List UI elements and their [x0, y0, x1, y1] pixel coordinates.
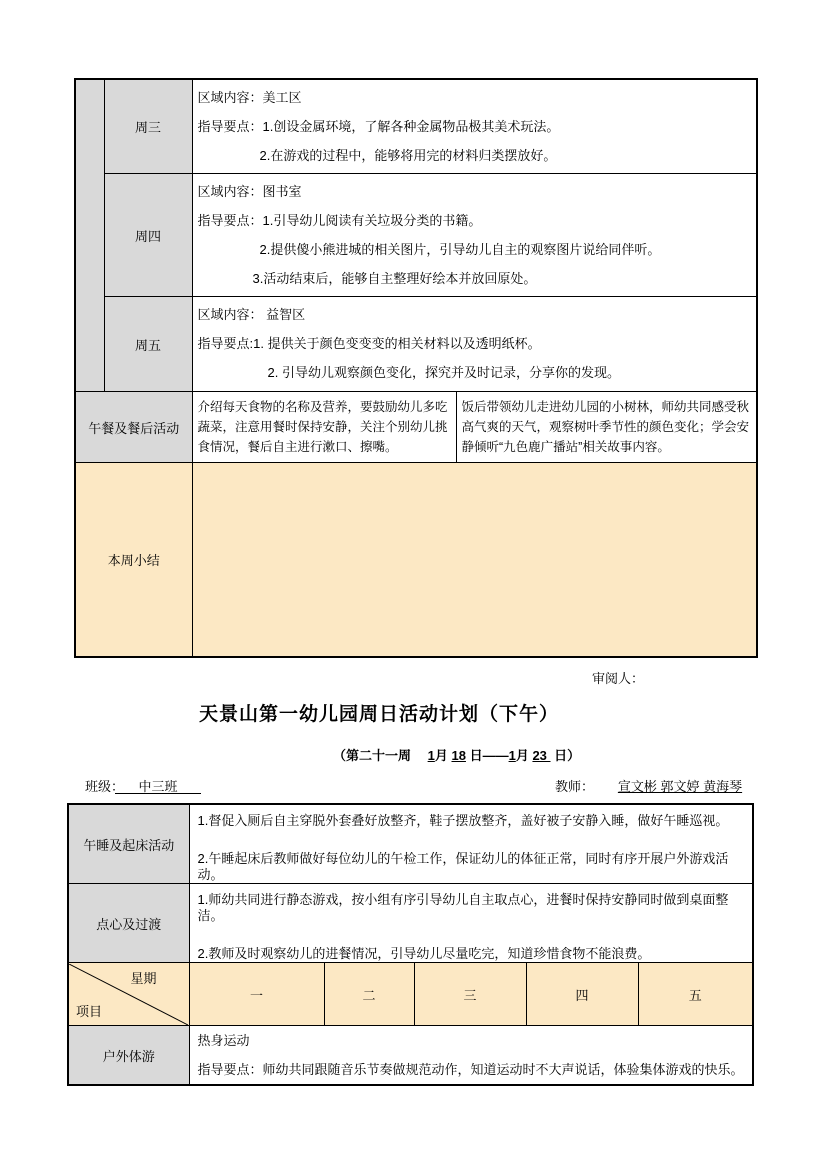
snack-content-cell	[189, 884, 753, 963]
snack-line-2: 2.教师及时观察幼儿的进餐情况，引导幼儿尽量吃完，知道珍惜食物不能浪费。	[197, 946, 651, 961]
afternoon-plan-table	[67, 803, 754, 1086]
outdoor-line-2: 指导要点：师幼共同跟随音乐节奏做规范动作，知道运动时不大声说话，体验集体游戏的快乐。	[197, 1062, 744, 1077]
day-label-wednesday: 周三	[104, 79, 192, 174]
weekly-summary-content-cell	[192, 463, 757, 657]
guidance-point-line: 3.活动结束后，能够自主整理好绘本并放回原处。	[252, 271, 537, 286]
guidance-point-line: 2. 引导幼儿观察颜色变化，探究并及时记录，分享你的发现。	[267, 365, 620, 380]
weekday-header-fri: 五	[638, 963, 753, 1026]
teacher-names: 宣文彬 郭文婷 黄海琴	[617, 779, 743, 794]
day-label-friday: 周五	[104, 297, 192, 392]
corner-label-item: 项目	[76, 1003, 103, 1019]
table-row-weekday-header	[68, 963, 753, 1026]
table-row-thursday	[75, 174, 757, 297]
guidance-point-line: 指导要点:1. 提供关于颜色变变变的相关材料以及透明纸杯。	[197, 336, 541, 351]
friday-content-cell	[192, 297, 757, 392]
weekday-header-tue: 二	[324, 963, 414, 1026]
table-row-lunch	[75, 392, 757, 463]
area-content-line: 区域内容：图书室	[197, 184, 302, 199]
lunch-right-cell: 饭后带领幼儿走进幼儿园的小树林，师幼共同感受秋高气爽的天气，观察树叶季节性的颜色变化；学会安静倾听“九色鹿广播站”相关故事内容。	[456, 392, 757, 463]
subtitle-sep1: 月	[434, 748, 452, 763]
outdoor-line-1: 热身运动	[197, 1033, 250, 1048]
corner-header-cell	[68, 963, 189, 1026]
subtitle-month2: 1	[508, 748, 516, 763]
subtitle-month1: 1	[427, 748, 435, 763]
table-row-friday	[75, 297, 757, 392]
subtitle-suffix: 日）	[550, 748, 581, 763]
weekday-header-thu: 四	[526, 963, 638, 1026]
snack-line-1: 1.师幼共同进行静态游戏，按小组有序引导幼儿自主取点心，进餐时保持安静同时做到桌面整洁。	[197, 892, 729, 923]
subtitle-day2: 23	[532, 748, 551, 763]
lunch-row-label: 午餐及餐后活动	[75, 392, 192, 463]
weekly-summary-label: 本周小结	[75, 463, 192, 657]
reviewer-label: 审阅人：	[592, 671, 645, 686]
table-row-snack	[68, 884, 753, 963]
lunch-left-cell: 介绍每天食物的名称及营养，要鼓励幼儿多吃蔬菜，注意用餐时保持安静，关注个别幼儿挑食情况，餐后自主进行漱口、擦嘴。	[192, 392, 456, 463]
guidance-point-line: 指导要点：1.创设金属环境，了解各种金属物品极其美术玩法。	[197, 119, 560, 134]
weekday-header-mon: 一	[189, 963, 324, 1026]
class-value: 中三班	[115, 776, 201, 794]
table-row-wednesday	[75, 79, 757, 174]
thursday-content-cell	[192, 174, 757, 297]
class-teacher-row	[0, 776, 827, 796]
area-content-line: 区域内容：美工区	[197, 90, 302, 105]
weekly-area-activity-table	[74, 78, 758, 658]
table-row-nap	[68, 804, 753, 884]
left-spacer-cell	[75, 79, 104, 392]
page-title: 天景山第一幼儿园周日活动计划（下午）	[198, 704, 559, 725]
subtitle-prefix: （第二十一周	[333, 748, 428, 763]
nap-content-cell	[189, 804, 753, 884]
wednesday-content-cell	[192, 79, 757, 174]
day-label-thursday: 周四	[104, 174, 192, 297]
guidance-point-line: 指导要点：1.引导幼儿阅读有关垃圾分类的书籍。	[197, 213, 482, 228]
weekday-header-wed: 三	[414, 963, 526, 1026]
nap-row-label: 午睡及起床活动	[68, 804, 189, 884]
area-content-line: 区域内容： 益智区	[197, 307, 306, 322]
nap-line-2: 2.午睡起床后教师做好每位幼儿的午检工作，保证幼儿的体征正常，同时有序开展户外游戏活动。	[197, 851, 729, 882]
outdoor-content-cell	[189, 1026, 753, 1086]
subtitle-sep3: 月	[515, 748, 533, 763]
table-row-outdoor	[68, 1026, 753, 1086]
snack-row-label: 点心及过渡	[68, 884, 189, 963]
subtitle-sep2: 日——	[465, 748, 509, 763]
table-row-weekly-summary	[75, 463, 757, 657]
corner-label-week: 星期	[130, 970, 157, 986]
page-subtitle	[333, 745, 580, 764]
teacher-label: 教师：	[555, 779, 595, 794]
guidance-point-line: 2.在游戏的过程中，能够将用完的材料归类摆放好。	[259, 148, 557, 163]
outdoor-row-label: 户外体游	[68, 1026, 189, 1086]
guidance-point-line: 2.提供傻小熊进城的相关图片，引导幼儿自主的观察图片说给同伴听。	[259, 242, 661, 257]
nap-line-1: 1.督促入厕后自主穿脱外套叠好放整齐，鞋子摆放整齐，盖好被子安静入睡，做好午睡巡视。	[197, 813, 729, 828]
class-label: 班级：	[85, 779, 125, 794]
subtitle-day1: 18	[451, 748, 466, 763]
